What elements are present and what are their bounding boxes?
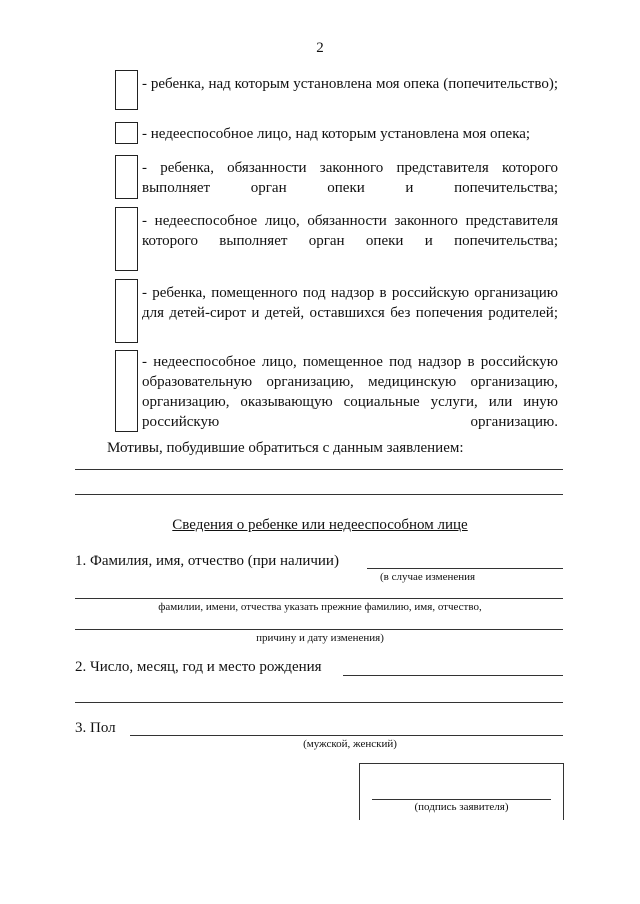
- sex-hint: (мужской, женский): [303, 738, 397, 750]
- motives-line-2[interactable]: [75, 494, 563, 495]
- name-field-line-2[interactable]: [75, 598, 563, 599]
- option-authority-child: - ребенка, обязанности законного представителя которого выполняет орган опеки и попечительства;: [142, 160, 558, 196]
- name-hint-2: фамилии, имени, отчества указать прежние фамилию, имя, отчество,: [158, 601, 482, 613]
- birth-field-line-2[interactable]: [75, 702, 563, 703]
- name-field-label: 1. Фамилия, имя, отчество (при наличии): [75, 553, 339, 569]
- section-title: Сведения о ребенке или недееспособном лице: [172, 517, 468, 533]
- checkbox-authority-child[interactable]: [115, 155, 138, 199]
- sex-field-label: 3. Пол: [75, 720, 116, 736]
- checkbox-guardianship-incapacitated[interactable]: [115, 122, 138, 144]
- checkbox-organization-incapacitated[interactable]: [115, 350, 138, 432]
- page-number: 2: [316, 40, 324, 56]
- option-organization-incapacitated: - недееспособное лицо, помещенное под надзор в российскую образовательную организацию, медицинскую организацию, организацию, оказывающую социальные услуги, или иную российскую организацию.: [142, 354, 558, 430]
- name-hint-3: причину и дату изменения): [256, 632, 384, 644]
- name-hint-1: (в случае изменения: [380, 571, 476, 583]
- motives-label: Мотивы, побудившие обратиться с данным заявлением:: [107, 440, 464, 456]
- signature-line[interactable]: [372, 799, 551, 800]
- checkbox-guardianship-child[interactable]: [115, 70, 138, 110]
- birth-field-line[interactable]: [343, 675, 563, 676]
- option-orphan-organization-child: - ребенка, помещенного под надзор в российскую организацию для детей-сирот и детей, оставшихся без попечения родителей;: [142, 285, 558, 321]
- sex-field-line[interactable]: [130, 735, 563, 736]
- signature-caption: (подпись заявителя): [414, 801, 509, 813]
- name-field-line[interactable]: [367, 568, 563, 569]
- checkbox-authority-incapacitated[interactable]: [115, 207, 138, 271]
- birth-field-label: 2. Число, месяц, год и место рождения: [75, 659, 322, 675]
- option-authority-incapacitated: - недееспособное лицо, обязанности законного представителя которого выполняет орган опеки и попечительства;: [142, 213, 558, 249]
- motives-line-1[interactable]: [75, 469, 563, 470]
- signature-box[interactable]: [359, 763, 564, 820]
- option-guardianship-child: - ребенка, над которым установлена моя опека (попечительство);: [142, 76, 558, 92]
- option-guardianship-incapacitated: - недееспособное лицо, над которым установлена моя опека;: [142, 126, 531, 142]
- checkbox-orphan-organization-child[interactable]: [115, 279, 138, 343]
- name-field-line-3[interactable]: [75, 629, 563, 630]
